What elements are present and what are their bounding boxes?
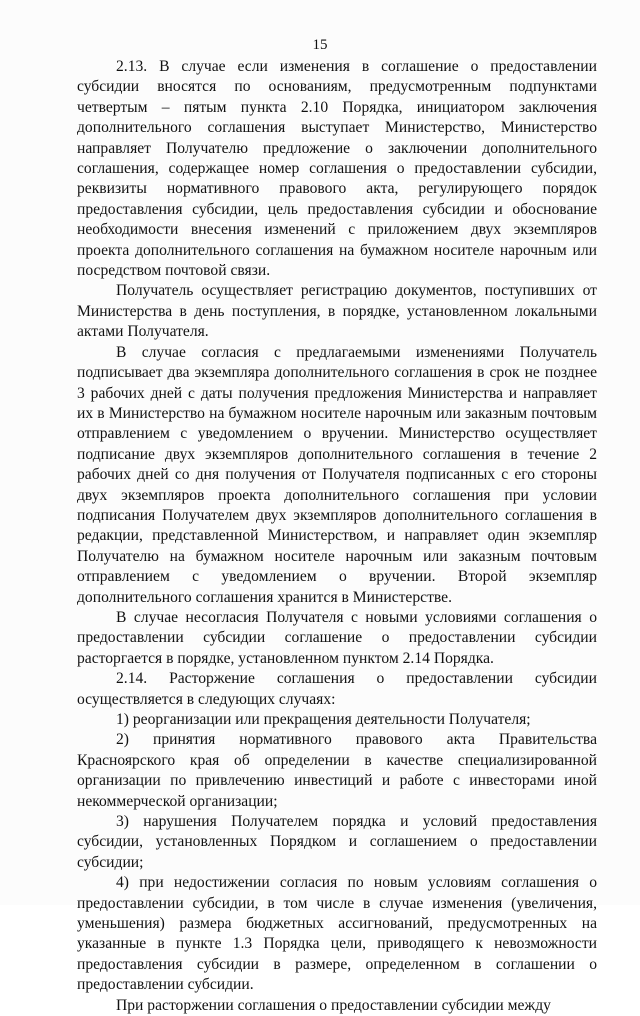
list-item-1: 1) реорганизации или прекращения деятельности Получателя; (116, 711, 531, 728)
list-item-2: 2) принятия нормативного правового акта Правительства Красноярского края об определении в качестве специализированной организации по привлечению инвестиций и работе с инвесторами иной некоммерческой организации; (77, 731, 597, 810)
document-body (77, 57, 597, 1016)
page-number: 15 (312, 37, 328, 53)
list-item-3: 3) нарушения Получателем порядка и условий предоставления субсидии, установленных Порядком и соглашением о предоставлении субсидии; (77, 813, 597, 871)
list-item-4: 4) при недостижении согласия по новым условиям соглашения о предоставлении субсидии, в том числе в случае изменения (увеличения, уменьшения) размера бюджетных ассигнований, предусмотренных на указанные в пункте 1.3 Порядка цели, приводящего к невозможности предоставления субсидии в размере, определенном в соглашении о предоставлении субсидии. (77, 874, 597, 994)
paragraph-consent: В случае согласия с предлагаемыми изменениями Получатель подписывает два экземпляра дополнительного соглашения в срок не позднее 3 рабочих дней с даты получения предложения Министерства и направляет их в Министерство на бумажном носителе нарочным или заказным почтовым отправлением с уведомлением о вручении. Министерство осуществляет подписание двух экземпляров дополнительного соглашения в течение 2 рабочих дней со дня получения от Получателя подписанных с его стороны двух экземпляров проекта дополнительного соглашения при условии подписания Получателем двух экземпляров дополнительного соглашения в редакции, представленной Министерством, и направляет один экземпляр Получателю на бумажном носителе нарочным или заказным почтовым отправлением с уведомлением о вручении. Второй экземпляр дополнительного соглашения хранится в Министерстве. (77, 343, 597, 606)
paragraph-2-14: 2.14. Расторжение соглашения о предоставлении субсидии осуществляется в следующих случаях: (77, 670, 597, 708)
paragraph-2-13: 2.13. В случае если изменения в соглашение о предоставлении субсидии вносятся по основаниям, предусмотренным подпунктами четвертым – пятым пункта 2.10 Порядка, инициатором заключения дополнительного соглашения выступает Министерство, Министерство направляет Получателю предложение о заключении дополнительного соглашения, содержащее номер соглашения о предоставлении субсидии, реквизиты нормативного правового акта, регулирующего порядок предоставления субсидии, цель предоставления субсидии и обоснование необходимости внесения изменений с приложением двух экземпляров проекта дополнительного соглашения на бумажном носителе нарочным или посредством почтовой связи. (77, 58, 597, 280)
paragraph-registration: Получатель осуществляет регистрацию документов, поступивших от Министерства в день поступления, в порядке, установленном локальными актами Получателя. (77, 282, 597, 341)
paragraph-termination: При расторжении соглашения о предоставлении субсидии между (116, 996, 551, 1014)
paragraph-disagreement: В случае несогласия Получателя с новыми условиями соглашения о предоставлении субсидии соглашение о предоставлении субсидии расторгается в порядке, установленном пунктом 2.14 Порядка. (77, 608, 597, 667)
